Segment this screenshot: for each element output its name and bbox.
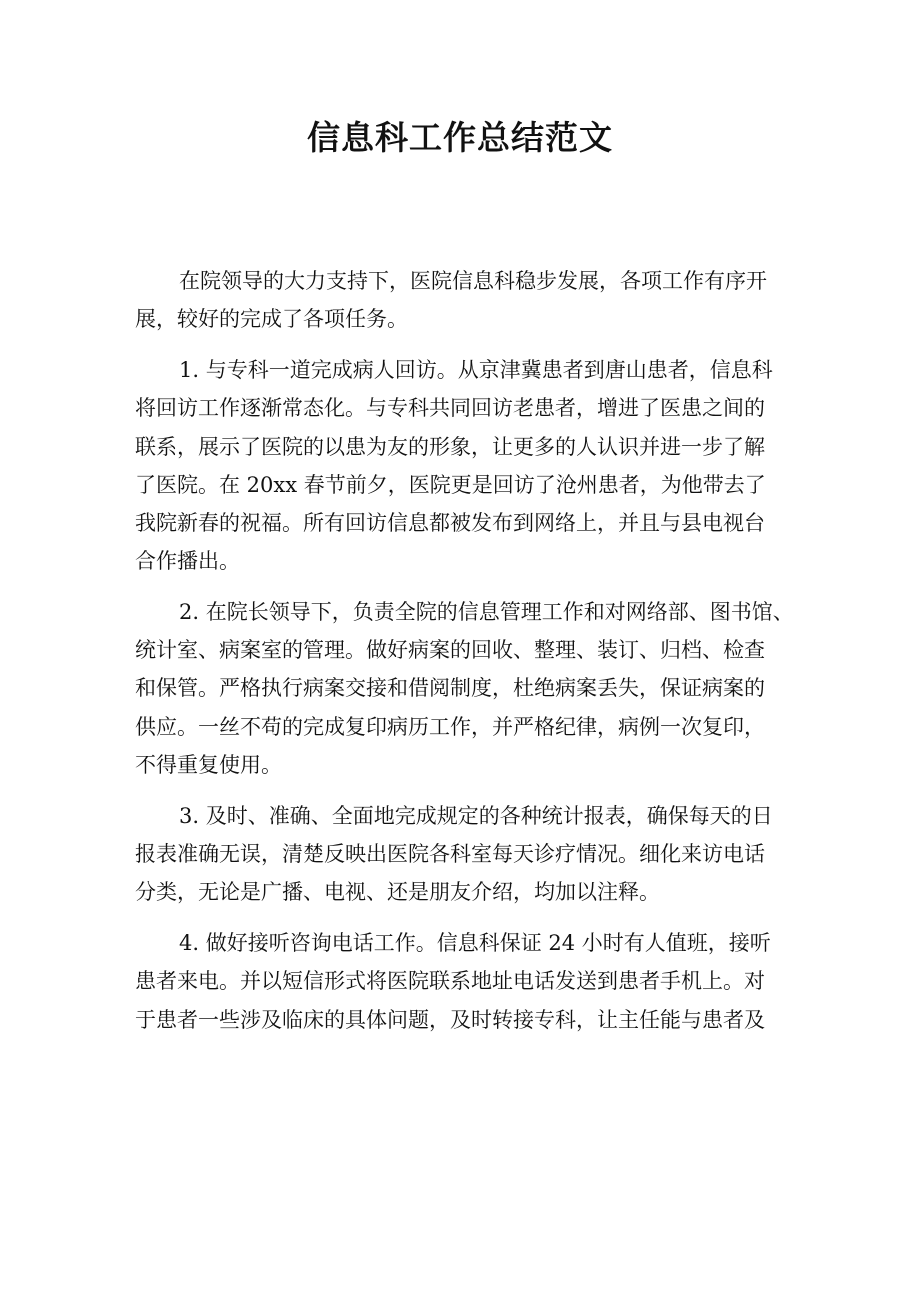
text-line: 3. 及时、准确、全面地完成规定的各种统计报表，确保每天的日 [179, 803, 773, 828]
text-line: 患者来电。并以短信形式将医院联系地址电话发送到患者手机上。对 [135, 969, 765, 994]
text-line: 了医院。在 20xx 春节前夕，医院更是回访了沧州患者，为他带去了 [135, 472, 766, 497]
text-line: 1. 与专科一道完成病人回访。从京津冀患者到唐山患者，信息科 [179, 358, 773, 383]
text-line: 统计室、病案室的管理。做好病案的回收、整理、装订、归档、检查 [135, 638, 765, 663]
text-line: 分类，无论是广播、电视、还是朋友介绍，均加以注释。 [135, 880, 660, 905]
text-line: 4. 做好接听咨询电话工作。信息科保证 24 小时有人值班，接听 [179, 931, 771, 956]
document-body [135, 262, 795, 1039]
text-line: 联系，展示了医院的以患为友的形象，让更多的人认识并进一步了解 [135, 434, 765, 459]
text-line: 供应。一丝不苟的完成复印病历工作，并严格纪律，病例一次复印， [135, 714, 765, 739]
text-line: 不得重复使用。 [135, 752, 282, 777]
text-line: 展，较好的完成了各项任务。 [135, 307, 408, 332]
text-line: 于患者一些涉及临床的具体问题，及时转接专科，让主任能与患者及 [135, 1007, 765, 1032]
paragraph-item-3 [135, 797, 795, 912]
paragraph-item-4 [135, 924, 795, 1039]
text-line: 2. 在院长领导下，负责全院的信息管理工作和对网络部、图书馆、 [179, 600, 794, 625]
text-line: 和保管。严格执行病案交接和借阅制度，杜绝病案丢失，保证病案的 [135, 676, 765, 701]
paragraph-intro [135, 262, 795, 338]
text-line: 我院新春的祝福。所有回访信息都被发布到网络上，并且与县电视台 [135, 510, 765, 535]
paragraph-item-1 [135, 351, 795, 580]
paragraph-item-2 [135, 593, 795, 784]
text-line: 报表准确无误，清楚反映出医院各科室每天诊疗情况。细化来访电话 [135, 842, 765, 867]
document-title: 信息科工作总结范文 [307, 118, 613, 157]
text-line: 合作播出。 [135, 549, 240, 574]
text-line: 将回访工作逐渐常态化。与专科共同回访老患者，增进了医患之间的 [135, 396, 765, 421]
text-line: 在院领导的大力支持下，医院信息科稳步发展，各项工作有序开 [179, 269, 767, 293]
